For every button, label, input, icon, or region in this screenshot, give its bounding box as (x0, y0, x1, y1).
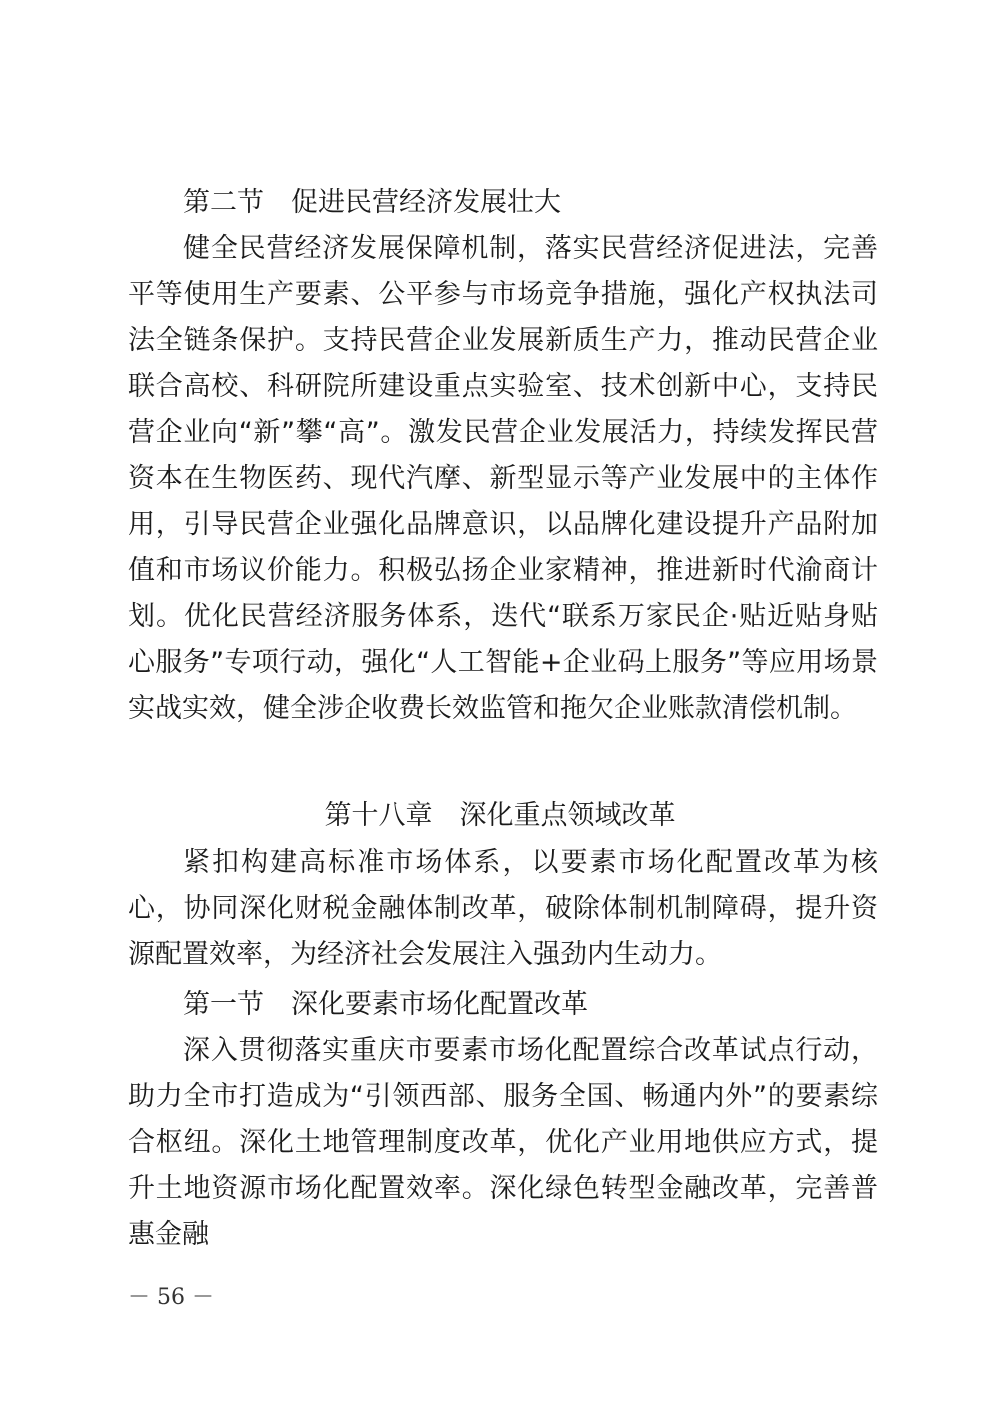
chapter-18-heading: 第十八章 深化重点领域改革 (324, 800, 676, 831)
section-2-heading: 第二节 促进民营经济发展壮大 (183, 187, 561, 218)
chapter-18-intro-paragraph: 紧扣构建高标准市场体系，以要素市场化配置改革为核心，协同深化财税金融体制改革，破除体制机制障碍，提升资源配置效率，为经济社会发展注入强劲内生动力。 (128, 847, 878, 970)
page-number: － 56 － (128, 1285, 214, 1310)
section-1-heading: 第一节 深化要素市场化配置改革 (183, 989, 588, 1020)
section-1-paragraph: 深入贯彻落实重庆市要素市场化配置综合改革试点行动，助力全市打造成为“引领西部、服务全国、畅通内外”的要素综合枢纽。深化土地管理制度改革，优化产业用地供应方式，提升土地资源市场化配置效率。深化绿色转型金融改革，完善普惠金融 (128, 1035, 878, 1250)
section-2-paragraph: 健全民营经济发展保障机制，落实民营经济促进法，完善平等使用生产要素、公平参与市场竞争措施，强化产权执法司法全链条保护。支持民营企业发展新质生产力，推动民营企业联合高校、科研院所建设重点实验室、技术创新中心，支持民营企业向“新”攀“高”。激发民营企业发展活力，持续发挥民营资本在生物医药、现代汽摩、新型显示等产业发展中的主体作用，引导民营企业强化品牌意识，以品牌化建设提升产品附加值和市场议价能力。积极弘扬企业家精神，推进新时代渝商计划。优化民营经济服务体系，迭代“联系万家民企·贴近贴身贴心服务”专项行动，强化“人工智能+企业码上服务”等应用场景实战实效，健全涉企收费长效监管和拖欠企业账款清偿机制。 (128, 233, 878, 724)
chapter-18-body (128, 840, 878, 978)
section-1-body (128, 1028, 878, 1258)
section-2-body (128, 226, 878, 732)
